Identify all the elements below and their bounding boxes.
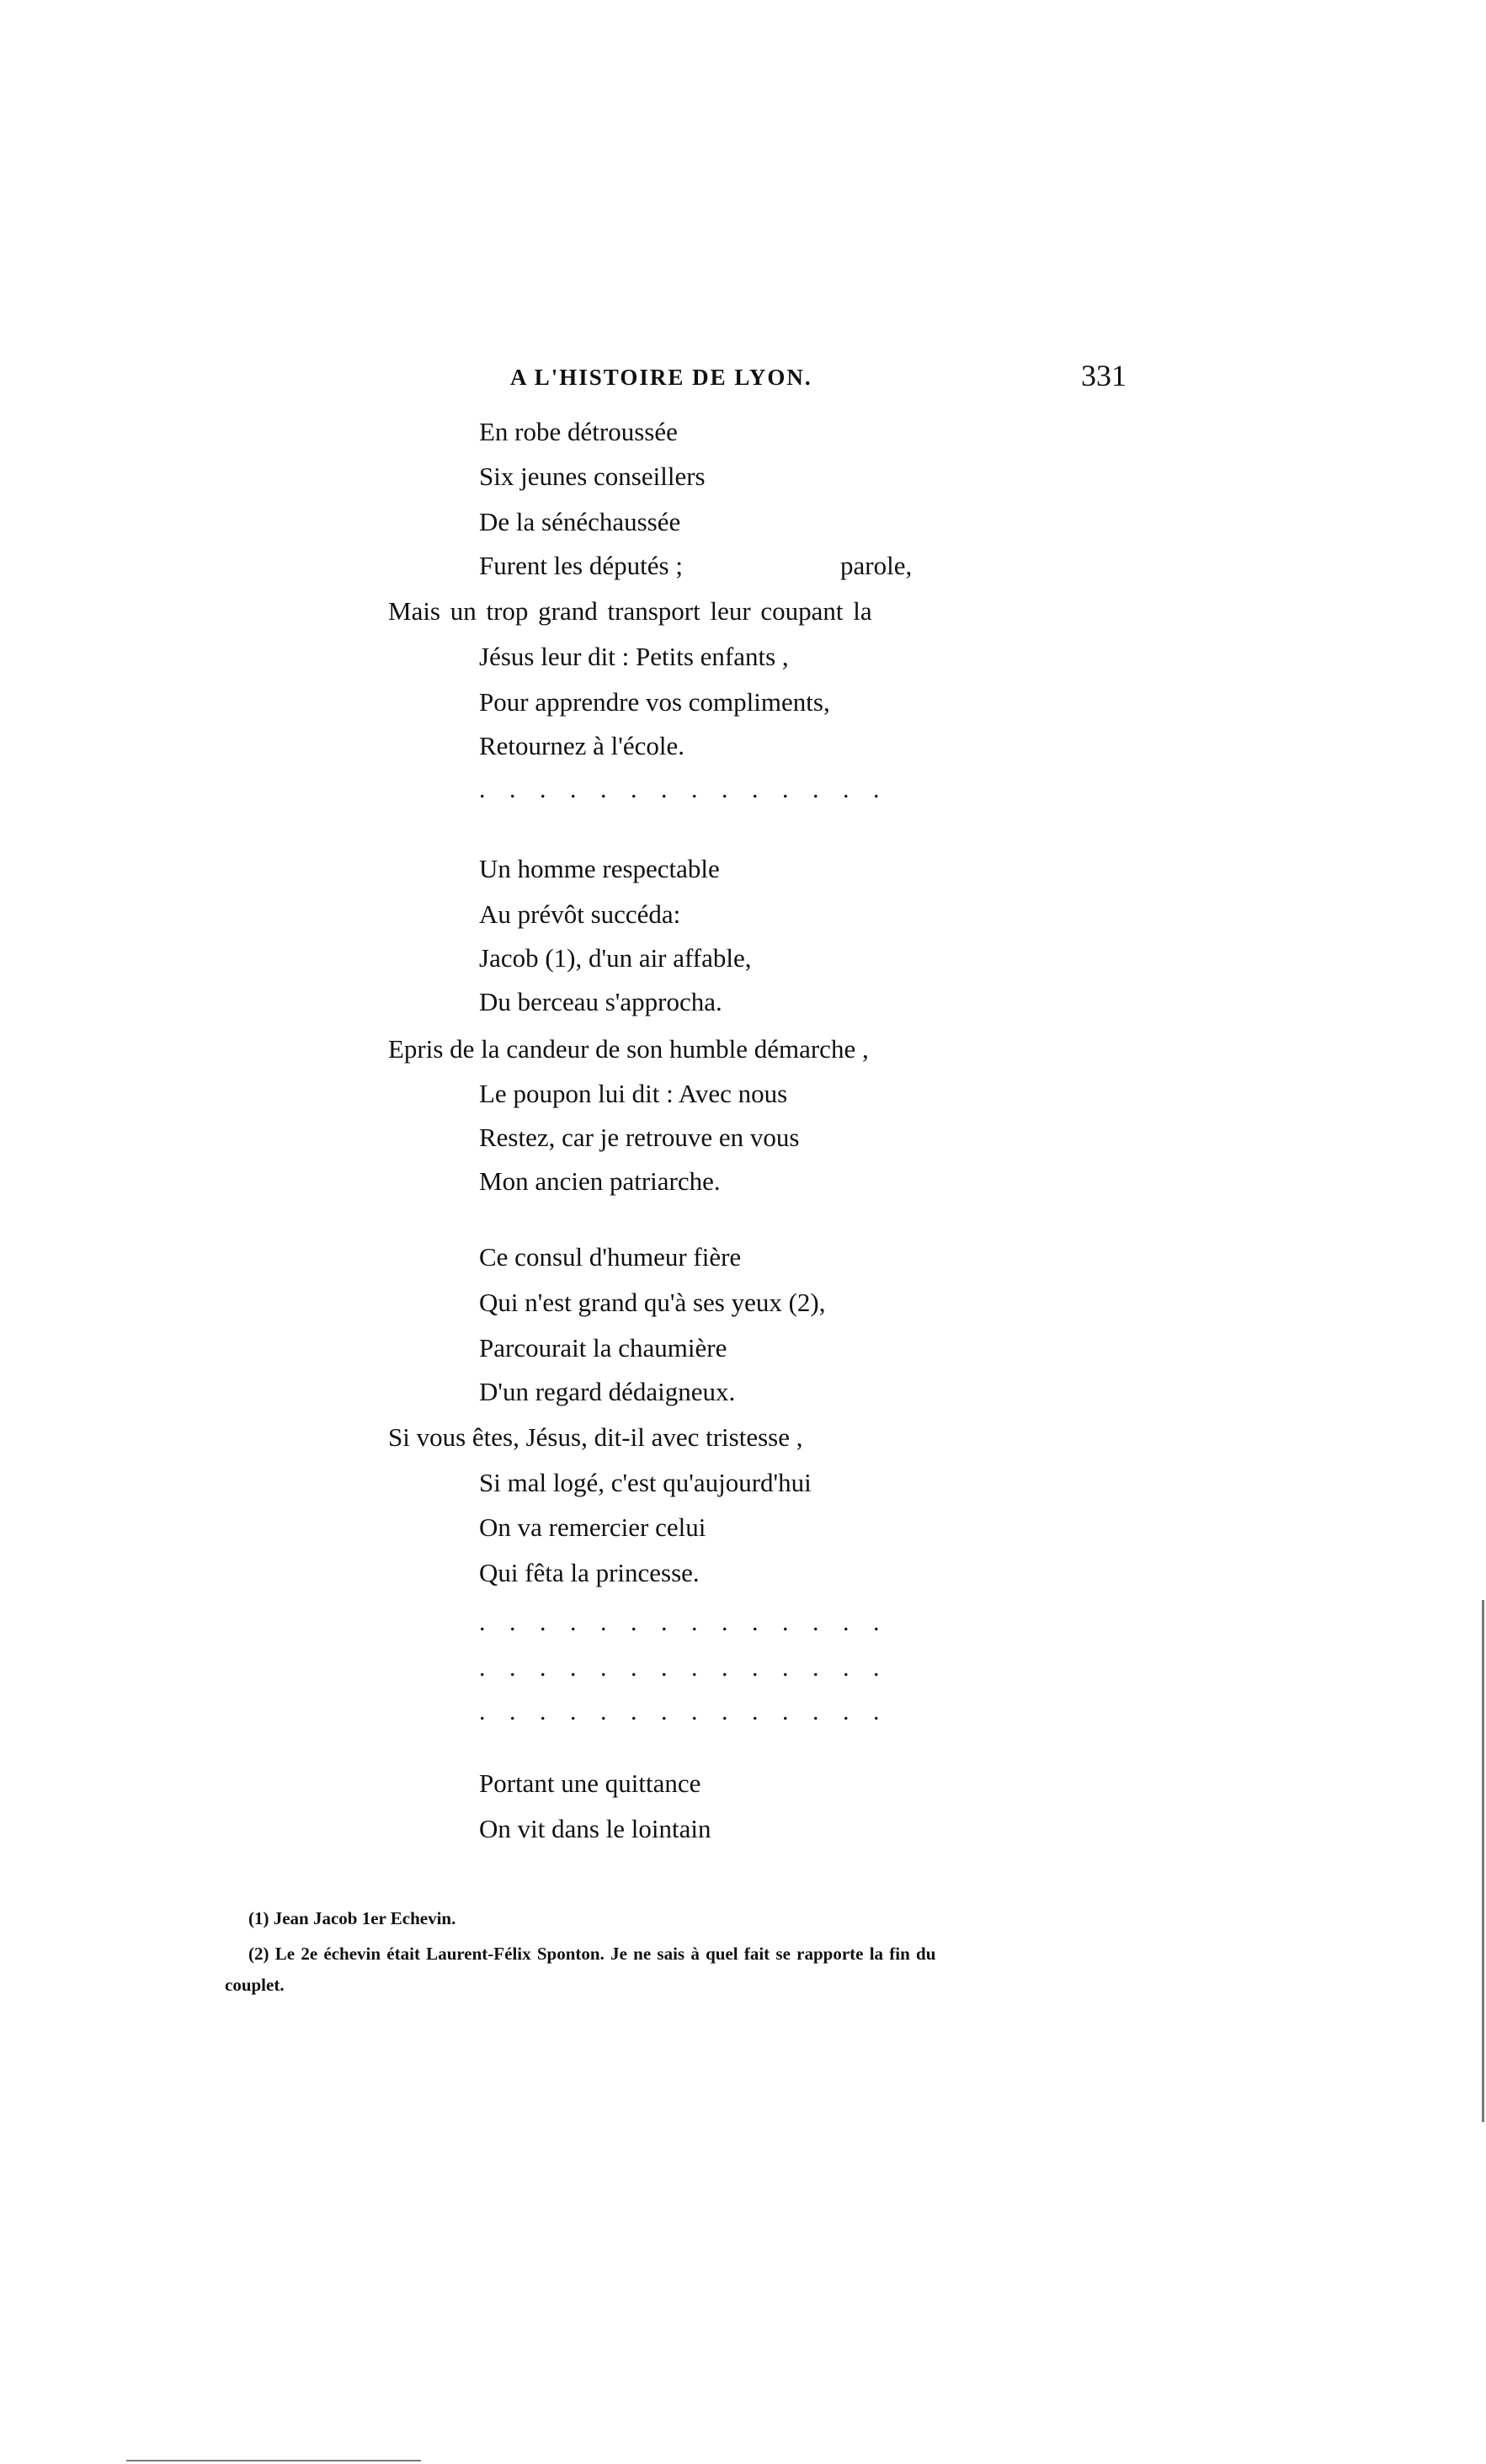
verse-line: Epris de la candeur de son humble démarche , — [388, 1034, 869, 1064]
ellipsis-dots: . . . . . . . . . . . . . . — [479, 1654, 880, 1682]
verse-line: Au prévôt succéda: — [479, 899, 681, 929]
footnote-2: (2) Le 2e échevin était Laurent-Félix Sponton. Je ne sais à quel fait se rapporte la fin du — [248, 1944, 936, 1964]
verse-line: Ce consul d'humeur fière — [479, 1242, 742, 1272]
verse-line: De la sénéchaussée — [479, 507, 681, 536]
verse-line: parole, — [840, 551, 913, 580]
verse-line: Mais un trop grand transport leur coupant la — [388, 596, 872, 626]
scan-edge — [126, 2460, 421, 2461]
verse-line: Parcourait la chaumière — [479, 1333, 727, 1363]
verse-line: Six jeunes conseillers — [479, 461, 706, 491]
verse-line: Portant une quittance — [479, 1768, 701, 1798]
verse-line: Le poupon lui dit : Avec nous — [479, 1079, 788, 1108]
verse-line: Restez, car je retrouve en vous — [479, 1123, 800, 1152]
verse-line: On va remercier celui — [479, 1512, 706, 1542]
verse-line: Pour apprendre vos compliments, — [479, 687, 830, 717]
verse-line: D'un regard dédaigneux. — [479, 1377, 736, 1406]
verse-line: On vit dans le lointain — [479, 1814, 711, 1843]
verse-line: Qui n'est grand qu'à ses yeux (2), — [479, 1288, 826, 1317]
footnote-2-continuation: couplet. — [225, 1975, 285, 1995]
page-number: 331 — [1081, 359, 1126, 392]
verse-line: Si vous êtes, Jésus, dit-il avec tristesse , — [388, 1422, 803, 1452]
verse-line: En robe détroussée — [479, 417, 678, 446]
verse-line: Mon ancien patriarche. — [479, 1166, 721, 1196]
ellipsis-dots: . . . . . . . . . . . . . . — [479, 1698, 880, 1725]
verse-line: Qui fêta la princesse. — [479, 1558, 700, 1587]
running-title: A L'HISTOIRE DE LYON. — [510, 365, 812, 390]
verse-line: Jacob (1), d'un air affable, — [479, 943, 752, 973]
verse-line: Retournez à l'école. — [479, 731, 684, 760]
scan-edge — [1482, 1600, 1484, 2122]
verse-line: Du berceau s'approcha. — [479, 987, 722, 1016]
ellipsis-dots: . . . . . . . . . . . . . . — [479, 776, 880, 803]
footnote-1: (1) Jean Jacob 1er Echevin. — [248, 1908, 456, 1928]
verse-line: Furent les députés ; — [479, 551, 683, 580]
verse-line: Jésus leur dit : Petits enfants , — [479, 642, 789, 671]
verse-line: Un homme respectable — [479, 854, 720, 883]
verse-line: Si mal logé, c'est qu'aujourd'hui — [479, 1468, 812, 1497]
ellipsis-dots: . . . . . . . . . . . . . . — [479, 1608, 880, 1636]
